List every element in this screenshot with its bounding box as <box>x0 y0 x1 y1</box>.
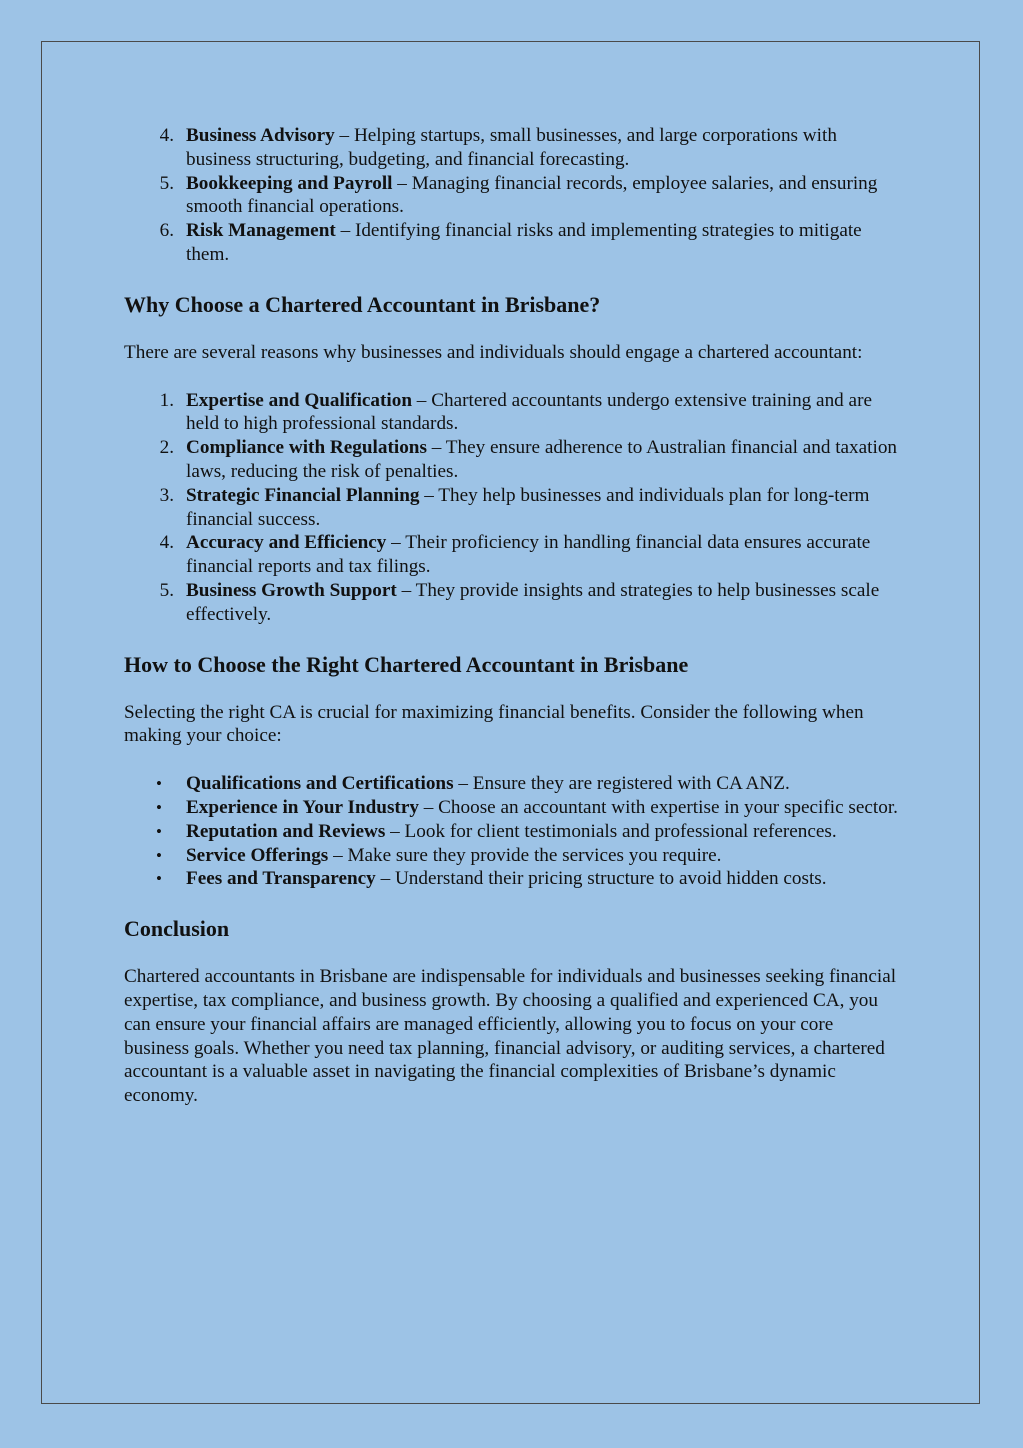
list-term: Accuracy and Efficiency <box>186 532 387 554</box>
list-item <box>124 219 899 267</box>
list-description: – Chartered accountants undergo extensive training and are held to high professional standards. <box>186 389 872 435</box>
bullet-icon: • <box>156 869 162 889</box>
section-heading-why: Why Choose a Chartered Accountant in Brisbane? <box>124 291 601 317</box>
list-item <box>124 436 899 484</box>
list-term: Business Advisory <box>186 125 335 146</box>
section-heading-conclusion: Conclusion <box>124 916 230 942</box>
list-item <box>124 844 899 868</box>
list-number: 4. <box>159 532 174 554</box>
list-description: – They help businesses and individuals plan for long-term financial success. <box>186 484 870 530</box>
list-term: Fees and Transparency <box>186 868 376 890</box>
list-description: – Make sure they provide the services you require. <box>328 844 722 866</box>
why-reasons-list <box>124 389 899 627</box>
list-number: 3. <box>159 484 174 506</box>
list-term: Bookkeeping and Payroll <box>186 172 393 194</box>
list-description: – They ensure adherence to Australian financial and taxation laws, reducing the risk of penalties. <box>186 437 898 482</box>
list-item <box>124 579 899 627</box>
list-description: – Helping startups, small businesses, and large corporations with business structuring, budgeting, and financial forecasting. <box>186 125 837 170</box>
list-term: Business Growth Support <box>186 579 397 601</box>
list-item <box>124 172 899 220</box>
list-number: 5. <box>159 579 174 601</box>
bullet-icon: • <box>156 797 162 817</box>
list-number: 4. <box>159 125 174 146</box>
list-number: 1. <box>159 389 174 411</box>
list-description: – Managing financial records, employee salaries, and ensuring smooth financial operations. <box>186 172 878 218</box>
why-intro-paragraph: There are several reasons why businesses and individuals should engage a chartered accountant: <box>124 341 863 363</box>
bullet-icon: • <box>156 845 162 865</box>
bullet-icon: • <box>156 821 162 841</box>
list-term: Risk Management <box>186 220 336 242</box>
list-term: Qualifications and Certifications <box>186 773 454 795</box>
conclusion-paragraph: Chartered accountants in Brisbane are indispensable for individuals and businesses seeking financial expertise, tax compliance, and business growth. By choosing a qualified and experienced CA, you can ensure your financial affairs are managed efficiently, allowing you to focus on your core business goals. Whether you need tax planning, financial advisory, or auditing services, a chartered accountant is a valuable asset in navigating the financial complexities of Brisbane’s dynamic economy. <box>124 966 897 1107</box>
list-description: – Their proficiency in handling financial data ensures accurate financial reports and tax filings. <box>186 532 871 578</box>
list-number: 6. <box>159 220 174 242</box>
how-criteria-list <box>124 772 899 891</box>
list-description: – Ensure they are registered with CA ANZ. <box>453 773 790 795</box>
list-term: Expertise and Qualification <box>186 389 412 411</box>
list-term: Reputation and Reviews <box>186 820 386 842</box>
bullet-icon: • <box>156 774 162 794</box>
how-intro-paragraph: Selecting the right CA is crucial for maximizing financial benefits. Consider the following when making your choice: <box>124 701 864 747</box>
list-description: – Choose an accountant with expertise in your specific sector. <box>418 796 898 818</box>
list-description: – Look for client testimonials and professional references. <box>385 820 837 842</box>
list-item <box>124 124 899 172</box>
list-item <box>124 820 899 844</box>
list-description: – Understand their pricing structure to avoid hidden costs. <box>375 868 827 890</box>
list-term: Compliance with Regulations <box>186 437 427 459</box>
services-list <box>124 124 899 267</box>
list-description: – They provide insights and strategies to help businesses scale effectively. <box>186 579 880 625</box>
list-item <box>124 867 899 891</box>
section-heading-how: How to Choose the Right Chartered Accountant in Brisbane <box>124 651 689 677</box>
list-term: Experience in Your Industry <box>186 796 419 818</box>
list-number: 5. <box>159 172 174 194</box>
list-item <box>124 389 899 437</box>
list-term: Service Offerings <box>186 844 329 866</box>
list-item <box>124 772 899 796</box>
list-description: – Identifying financial risks and implementing strategies to mitigate them. <box>186 220 862 265</box>
document-body <box>124 124 899 1108</box>
list-item <box>124 796 899 820</box>
list-item <box>124 484 899 532</box>
list-term: Strategic Financial Planning <box>186 484 420 506</box>
list-number: 2. <box>159 437 174 459</box>
list-item <box>124 531 899 579</box>
